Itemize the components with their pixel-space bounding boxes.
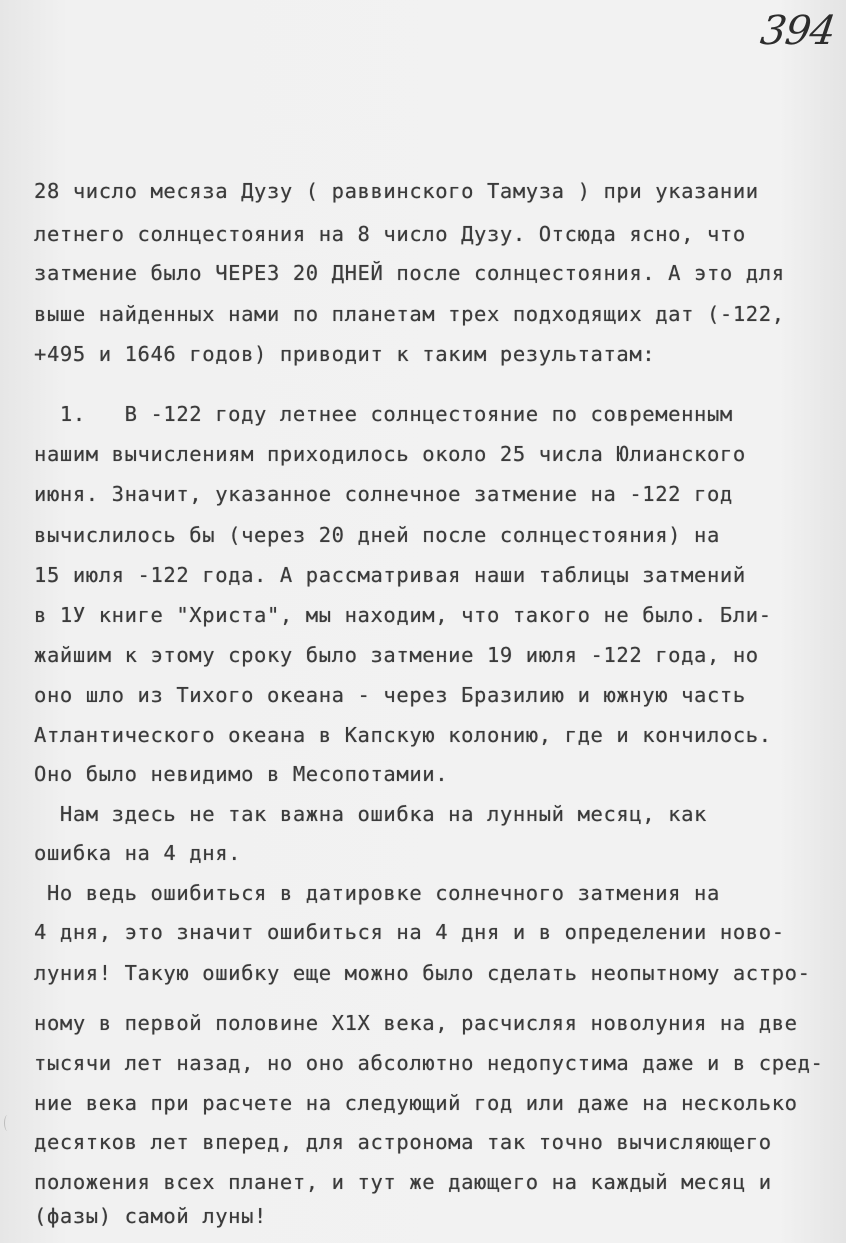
text-line: ние века при расчете на следующий год или даже на несколько (34, 1091, 798, 1115)
page-number: 394 (757, 8, 838, 54)
text-line: Нам здесь не так важна ошибка на лунный месяц, как (34, 802, 707, 826)
text-line: оно шло из Тихого океана - через Бразилию и южную часть (34, 683, 746, 707)
paper-mark (4, 1115, 11, 1131)
text-line: летнего солнцестояния на 8 число Дузу. Отсюда ясно, что (34, 222, 746, 246)
text-line: +495 и 1646 годов) приводит к таким результатам: (34, 342, 656, 366)
text-line: 4 дня, это значит ошибиться на 4 дня и в определении ново- (34, 920, 785, 944)
text-line: Но ведь ошибиться в датировке солнечного затмения на (34, 881, 720, 905)
text-line: ному в первой половине Х1Х века, расчисляя новолуния на две (34, 1011, 798, 1035)
text-line: затмение было ЧЕРЕЗ 20 ДНЕЙ после солнцестояния. А это для (34, 261, 785, 285)
text-line: (фазы) самой луны! (34, 1204, 267, 1228)
text-line: Оно было невидимо в Месопотамии. (34, 762, 449, 786)
text-line: тысячи лет назад, но оно абсолютно недопустима даже и в сред- (34, 1051, 824, 1075)
text-line: Атлантического океана в Капскую колонию, где и кончилось. (34, 723, 772, 747)
text-line: луния! Такую ошибку еще можно было сделать неопытному астро- (34, 961, 811, 985)
text-line: 28 число месяза Дузу ( раввинского Тамуза ) при указании (34, 179, 759, 203)
text-line: десятков лет вперед, для астронома так точно вычисляющего (34, 1130, 772, 1154)
text-line: ошибка на 4 дня. (34, 841, 242, 865)
text-line: вычислилось бы (через 20 дней после солнцестояния) на (34, 523, 720, 547)
text-line: июня. Значит, указанное солнечное затмение на -122 год (34, 482, 733, 506)
text-line: 1. В -122 году летнее солнцестояние по современным (34, 402, 733, 426)
text-line: 15 июля -122 года. А рассматривая наши таблицы затмений (34, 563, 746, 587)
text-line: положения всех планет, и тут же дающего на каждый месяц и (34, 1170, 772, 1194)
text-line: выше найденных нами по планетам трех подходящих дат (-122, (34, 302, 785, 326)
text-line: нашим вычислениям приходилось около 25 числа Юлианского (34, 442, 746, 466)
text-line: жайшим к этому сроку было затмение 19 июля -122 года, но (34, 643, 759, 667)
text-line: в 1У книге "Христа", мы находим, что такого не было. Бли- (34, 603, 772, 627)
